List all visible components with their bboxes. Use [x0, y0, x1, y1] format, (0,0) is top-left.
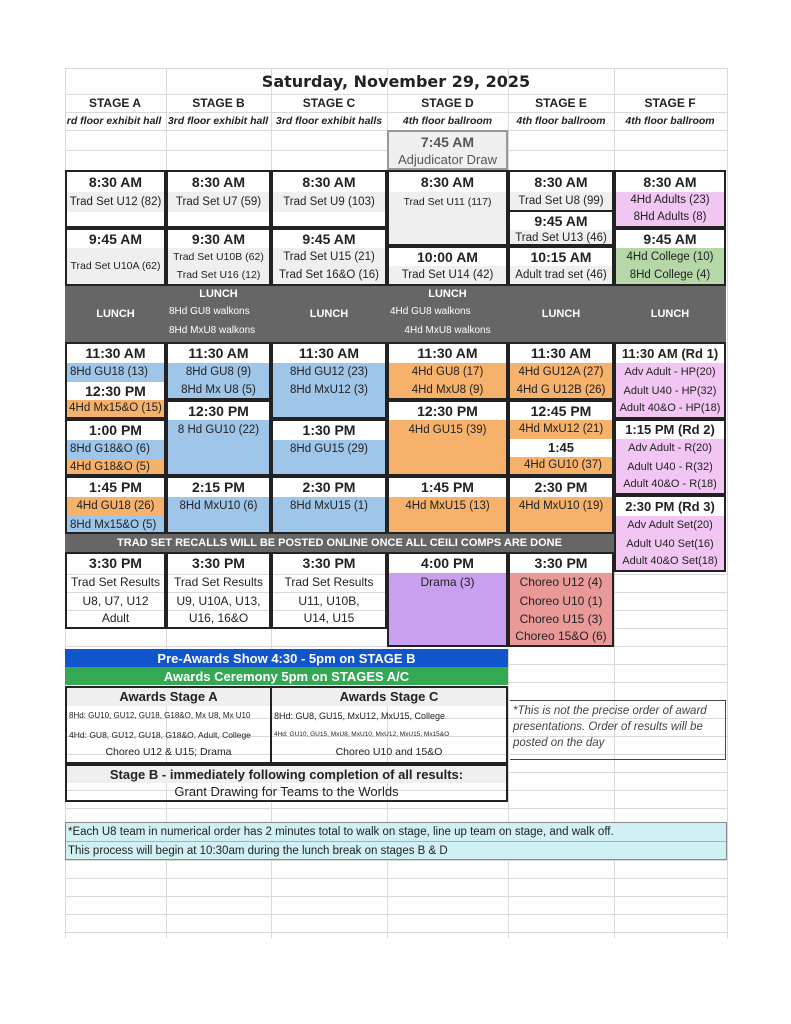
time: 12:30 PM [188, 403, 249, 419]
event: Choreo U12 (4) [510, 573, 612, 592]
time: 8:30 AM [88, 174, 143, 190]
event: Trad Set 16&O (16) [273, 266, 385, 284]
event: 8Hd G18&O (6) [67, 440, 164, 459]
time: 2:15 PM [192, 479, 245, 495]
lunch-walkon: 8Hd GU8 walkons [169, 306, 250, 317]
lunch-stage-d [387, 286, 508, 342]
stage-b-afternoon-block-1 [166, 342, 271, 400]
time: 1:45 PM [421, 479, 474, 495]
lunch-stage-f: LUNCH [614, 286, 726, 342]
preawards-banner: Pre-Awards Show 4:30 - 5pm on STAGE B [65, 649, 508, 667]
event: 8Hd GU12 (23) [273, 363, 385, 382]
time: 1:15 PM (Rd 2) [625, 422, 715, 437]
stage-d-header: STAGE D [421, 96, 474, 110]
filler [389, 516, 506, 534]
time: 9:30 AM [191, 231, 246, 247]
gridline-horizontal [65, 68, 727, 69]
event: Trad Set U14 (42) [389, 266, 506, 284]
event: Trad Set Results [174, 575, 263, 589]
event: 4Hd College (10) [616, 248, 724, 266]
time: 9:45 AM [510, 210, 612, 230]
awards-stage-c-line: 8Hd: GU8, GU15, MxU12, MxU15, College [274, 711, 446, 721]
time: 1:30 PM [302, 422, 356, 438]
gridline-horizontal [65, 932, 727, 933]
stage-f-afternoon-block-1 [614, 342, 726, 419]
gridline-vertical [727, 68, 728, 938]
time: 3:30 PM [534, 555, 588, 571]
stage-a-morning-block-1 [65, 170, 166, 228]
awards-stage-c-title: Awards Stage C [272, 688, 506, 706]
stage-d-afternoon-block-1 [387, 342, 508, 400]
event: Adult [101, 611, 130, 625]
event: Choreo U15 (3) [510, 610, 612, 628]
event: 4Hd GU10 (37) [510, 457, 612, 474]
lunch-stage-e: LUNCH [508, 286, 614, 342]
stage-d-location: 4th floor ballroom [402, 115, 493, 127]
time: 1:45 PM [89, 479, 142, 495]
gridline-horizontal [65, 94, 727, 95]
event: Adult trad set (46) [510, 266, 612, 284]
event: Trad Set U13 (46) [510, 230, 612, 246]
u8-note-line: This process will begin at 10:30am during the lunch break on stages B & D [66, 841, 726, 860]
time: 9:45 AM [302, 231, 356, 247]
awards-stage-a-block [65, 686, 271, 764]
u8-note-line: *Each U8 team in numerical order has 2 minutes total to walk on stage, line up team on stage, and walk off. [68, 826, 614, 838]
lunch-stage-a: LUNCH [65, 286, 166, 342]
event: 8Hd MxU15 (1) [273, 497, 385, 516]
stage-c-afternoon-block-2 [271, 419, 387, 476]
stage-b-morning-block-2 [166, 228, 271, 286]
stage-a-afternoon-block-2 [65, 419, 166, 476]
stage-b-final-line: Grant Drawing for Teams to the Worlds [174, 784, 399, 799]
awards-stage-a-line: 4Hd: GU8, GU12, GU18, G18&O, Adult, College [69, 730, 251, 740]
stage-a-afternoon-block-3 [65, 476, 166, 534]
adjudicator-time: 7:45 AM [420, 134, 475, 150]
event: 8 Hd GU10 (22) [168, 420, 269, 440]
stage-a-results-block [65, 552, 166, 629]
event: 8Hd MxU12 (3) [273, 382, 385, 398]
time: 9:45 AM [88, 231, 143, 247]
stage-d-afternoon-block-3 [387, 476, 508, 534]
stage-c-afternoon-block-3 [271, 476, 387, 534]
time: 10:15 AM [530, 249, 592, 265]
adjudicator-draw-block [387, 130, 508, 170]
event: 8Hd Adults (8) [616, 209, 724, 226]
time: 8:30 AM [191, 174, 246, 190]
event: Adult U40 - R(32) [616, 458, 724, 476]
awards-stage-c-block [271, 686, 508, 764]
event: U9, U10A, U13, [176, 594, 261, 608]
awards-stage-a-line: 8Hd: GU10, GU12, GU18, G18&O, Mx U8, Mx U10 [69, 711, 251, 720]
stage-b-morning-block-1 [166, 170, 271, 228]
event: Trad Set U10B (62) [168, 248, 269, 266]
time: 10:00 AM [417, 249, 478, 265]
stage-a-afternoon-block-1 [65, 342, 166, 419]
awards-stage-c-line: Choreo U10 and 15&O [335, 746, 443, 758]
event: 8Hd MxU10 (6) [168, 497, 269, 516]
event: Trad Set U9 (103) [273, 192, 385, 212]
event: 4Hd MxU12 (21) [510, 420, 612, 439]
event: 4Hd GU8 (17) [389, 363, 506, 382]
event: 4Hd MxU15 (13) [389, 497, 506, 516]
stage-b-final-block [65, 764, 508, 802]
filler [273, 398, 385, 418]
stage-d-results-block [387, 552, 508, 647]
awards-note: *This is not the precise order of award presentations. Order of results will be posted on the day [510, 700, 726, 760]
awards-stage-a-line: Choreo U12 & U15; Drama [105, 746, 232, 758]
gridline-horizontal [65, 914, 727, 915]
event: Adult U40 Set(16) [616, 535, 724, 553]
time: 1:45 [547, 440, 575, 455]
time: 11:30 AM [530, 345, 592, 361]
gridline-horizontal [65, 808, 727, 809]
event: Trad Set U12 (82) [67, 192, 164, 212]
adjudicator-label: Adjudicator Draw [398, 152, 497, 167]
filler [273, 459, 385, 476]
stage-c-results-block [271, 552, 387, 629]
time: 2:30 PM [302, 479, 356, 495]
gridline-horizontal [65, 878, 727, 879]
event: 4Hd MxU10 (19) [510, 497, 612, 516]
page-title: Saturday, November 29, 2025 [261, 72, 531, 91]
stage-b-afternoon-block-2 [166, 400, 271, 476]
filler [273, 516, 385, 534]
awards-stage-a-title: Awards Stage A [67, 688, 270, 706]
stage-e-location: 4th floor ballroom [516, 115, 606, 127]
event: Adv Adult Set(20) [616, 516, 724, 535]
event: U16, 16&O [188, 611, 249, 625]
time: 8:30 AM [534, 174, 588, 190]
stage-d-morning-block-2 [387, 246, 508, 286]
stage-d-afternoon-block-2 [387, 400, 508, 476]
event: U8, U7, U12 [82, 594, 149, 608]
lunch-walkon: 4Hd GU8 walkons [390, 306, 471, 317]
stage-b-results-block [166, 552, 271, 629]
event: Trad Set U7 (59) [168, 192, 269, 212]
stage-f-header: STAGE F [644, 96, 696, 110]
event: 4Hd MxU8 (9) [389, 382, 506, 398]
time: 3:30 PM [302, 555, 356, 571]
stage-b-header: STAGE B [192, 96, 245, 110]
time: 11:30 AM [417, 345, 478, 361]
lunch-stage-c: LUNCH [271, 286, 387, 342]
event: Trad Set U11 (117) [403, 196, 492, 208]
lunch-label: LUNCH [199, 288, 238, 300]
time: 8:30 AM [302, 174, 356, 190]
stage-e-afternoon-block-1 [508, 342, 614, 400]
u8-note [65, 822, 727, 860]
stage-e-results-block [508, 552, 614, 647]
filler [389, 440, 506, 474]
stage-c-location: 3rd floor exhibit halls [275, 115, 383, 127]
time: 11:30 AM [298, 345, 360, 361]
filler [510, 516, 612, 534]
event: Trad Set U16 (12) [168, 266, 269, 284]
event: Drama (3) [389, 573, 506, 592]
awards-stage-c-line: 4Hd: GU10, GU15, MxU8, MxU10, MxU12, MxU15, Mx15&O [274, 731, 450, 738]
stage-a-location: rd floor exhibit hall [66, 115, 162, 127]
event: Trad Set Results [71, 575, 160, 589]
lunch-stage-b [166, 286, 271, 342]
time: 12:45 PM [530, 403, 592, 419]
stage-b-afternoon-block-3 [166, 476, 271, 534]
recall-banner: TRAD SET RECALLS WILL BE POSTED ONLINE ONCE ALL CEILI COMPS ARE DONE [65, 534, 614, 552]
stage-e-morning-block-2 [508, 246, 614, 286]
stage-c-morning-block-2 [271, 228, 387, 286]
time: 11:30 AM (Rd 1) [621, 346, 719, 361]
stage-b-final-title: Stage B - immediately following completion of all results: [67, 766, 506, 783]
gridline-horizontal [65, 860, 727, 861]
time: 3:30 PM [89, 555, 142, 571]
time: 8:30 AM [643, 174, 697, 190]
event: 4Hd GU18 (26) [67, 497, 164, 516]
event: Trad Set Results [284, 575, 374, 589]
time: 12:30 PM [85, 383, 146, 399]
event: Adult U40 - HP(32) [616, 382, 724, 400]
event: 4Hd Adults (23) [616, 192, 724, 209]
stage-c-afternoon-block-1 [271, 342, 387, 419]
event: U14, U15 [303, 611, 355, 625]
stage-e-header: STAGE E [535, 96, 587, 110]
time: 2:30 PM [534, 479, 588, 495]
event: 4Hd Mx15&O (15) [67, 400, 164, 417]
event: Adult 40&O - HP(18) [616, 400, 724, 417]
event: 8Hd GU18 (13) [67, 363, 164, 382]
event: 4Hd G U12B (26) [510, 382, 612, 398]
event: 8Hd Mx15&O (5) [67, 516, 164, 534]
time: 2:30 PM (Rd 3) [625, 499, 715, 514]
stage-e-morning-block-1 [508, 170, 614, 246]
gridline-horizontal [65, 112, 727, 113]
gridline-horizontal [65, 896, 727, 897]
event: Trad Set U8 (99) [510, 192, 612, 210]
lunch-walkon: 8Hd MxU8 walkons [169, 325, 256, 336]
event: Adv Adult - HP(20) [616, 363, 724, 382]
time: 11:30 AM [85, 345, 146, 361]
time: 4:00 PM [421, 555, 474, 571]
event: Choreo U10 (1) [510, 592, 612, 610]
stage-f-morning-block-2 [614, 228, 726, 286]
stage-f-location: 4th floor ballroom [625, 115, 715, 127]
time: 8:30 AM [389, 172, 506, 192]
event: Adult 40&O - R(18) [616, 476, 724, 493]
stage-a-header: STAGE A [88, 96, 141, 110]
stage-f-afternoon-block-3 [614, 495, 726, 572]
stage-f-morning-block-1 [614, 170, 726, 228]
event: 8Hd GU15 (29) [273, 440, 385, 459]
lunch-walkon: 4Hd MxU8 walkons [404, 325, 491, 336]
event: 4Hd G18&O (5) [67, 459, 164, 476]
stage-e-afternoon-block-3 [508, 476, 614, 534]
stage-c-header: STAGE C [302, 96, 356, 110]
stage-c-morning-block-1 [271, 170, 387, 228]
event: 8Hd GU8 (9) [168, 363, 269, 382]
event: 8Hd Mx U8 (5) [168, 382, 269, 398]
event: 8Hd College (4) [616, 266, 724, 284]
time: 1:00 PM [89, 422, 142, 438]
time: 9:45 AM [643, 231, 697, 247]
time: 12:30 PM [417, 403, 478, 419]
event: Adv Adult - R(20) [616, 439, 724, 458]
event: Trad Set U10A (62) [67, 248, 164, 284]
time: 3:30 PM [192, 555, 245, 571]
event: Choreo 15&O (6) [510, 628, 612, 645]
stage-f-afternoon-block-2 [614, 419, 726, 495]
event: Trad Set U15 (21) [273, 248, 385, 266]
ceremony-banner: Awards Ceremony 5pm on STAGES A/C [65, 667, 508, 685]
stage-d-morning-block-1 [387, 170, 508, 246]
time: 11:30 AM [188, 345, 249, 361]
event: 4Hd GU12A (27) [510, 363, 612, 382]
event: Adult 40&O Set(18) [616, 553, 724, 570]
stage-b-location: 3rd floor exhibit hall [167, 115, 269, 127]
event: U11, U10B, [298, 594, 360, 608]
filler [389, 592, 506, 645]
event: 4Hd GU15 (39) [389, 420, 506, 440]
lunch-label: LUNCH [428, 288, 467, 300]
stage-a-morning-block-2 [65, 228, 166, 286]
filler [168, 516, 269, 534]
stage-e-afternoon-block-2 [508, 400, 614, 476]
filler [168, 440, 269, 474]
